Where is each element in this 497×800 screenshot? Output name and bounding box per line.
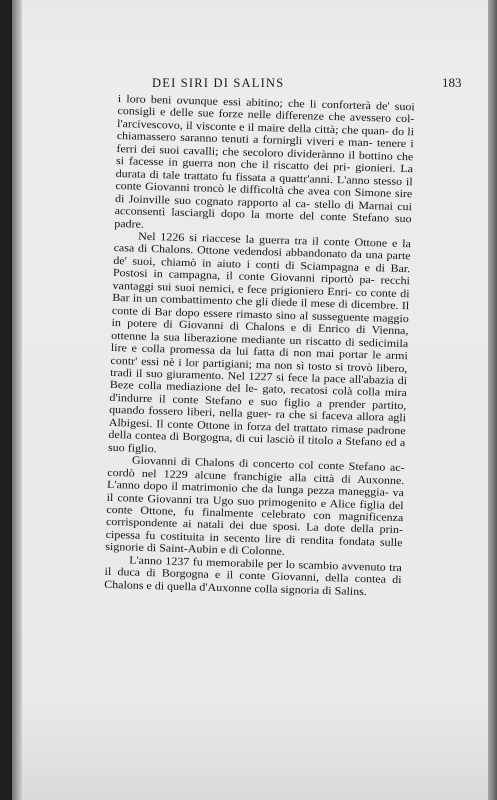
book-gutter-shadow	[0, 0, 12, 800]
paragraph-4: L'anno 1237 fu memorabile per lo scambio avvenuto tra il duca di Borgogna e il conte Giovanni, della contea di Chalons e di quella d'Auxonne colla signoria di Salins.	[104, 554, 403, 598]
page-body	[104, 93, 415, 599]
running-title: DEI SIRI DI SALINS	[152, 76, 285, 90]
paragraph-1: i loro beni ovunque essi abitino; che li conforterà de' suoi consigli e delle sue forze nelle differenze che avessero col- l'arcivescovo, il visconte e il maire della città; che quan- do li chiamassero saranno tenuti a fornirgli viveri e man- tenere i ferri dei suoi cavalli; che secoloro dividerànno il bottino che si facesse in guerra non che il riscatto dei pri- gionieri. La durata di tale trattato fu fissata a quattr'anni. L'anno stesso il conte Giovanni troncò le difficoltà che avea con Simone sire di Joinville suo cognato rapporto al ca- stello di Marnai cui acconsentì lasciargli dopo la morte del conte Stefano suo padre.	[114, 93, 415, 231]
paragraph-2: Nel 1226 si riaccese la guerra tra il conte Ottone e la casa di Chalons. Ottone vedendosi abbandonato da una parte de' suoi, chiamò in aiuto i conti di Sciampagna e di Bar. Postosi in campagna, il conte Giovanni riportò pa- recchi vantaggi sui suoi nemici, e fece prigioniero Enri- co conte di Bar in un combattimento che gli diede il mese di dicembre. Il conte di Bar dopo essere rimasto sino al susseguente maggio in potere di Giovanni di Chalons e di Enrico di Vienna, ottenne la sua liberazione mediante un riscatto di sedicimila lire e colla promessa da lui fatta di non mai portar le armi contr' essi nè i lor partigiani; ma non sì tosto si trovò libero, tradì il suo giuramento. Nel 1227 si fece la pace all'abazia di Beze colla mediazione del le- gato, recatosi colà colla mira d'indurre il conte Stefano e suo figlio a prender partito, quando fossero liberi, nella guer- ra che si faceva allora agli Albigesi. Il conte Ottone in forza del trattato rimase padrone della contea di Borgogna, di cui lasciò il titolo a Stefano ed a suo figlio.	[107, 230, 412, 455]
page-number: 183	[442, 75, 462, 90]
paragraph-3: Giovanni di Chalons di concerto col conte Stefano ac- cordò nel 1229 alcune franchigie alla città di Auxonne. L'anno dopo il matrimonio che da lunga pezza maneggia- va il conte Giovanni tra Ugo suo primogenito e Alice figlia del conte Ottone, fu finalmente celebrato con magnificenza corrispondente ai natali dei due sposi. La dote della prin- cipessa fu costituita in secento lire di rendita fondata sulle signorie di Saint-Aubin e di Colonne.	[105, 454, 405, 559]
